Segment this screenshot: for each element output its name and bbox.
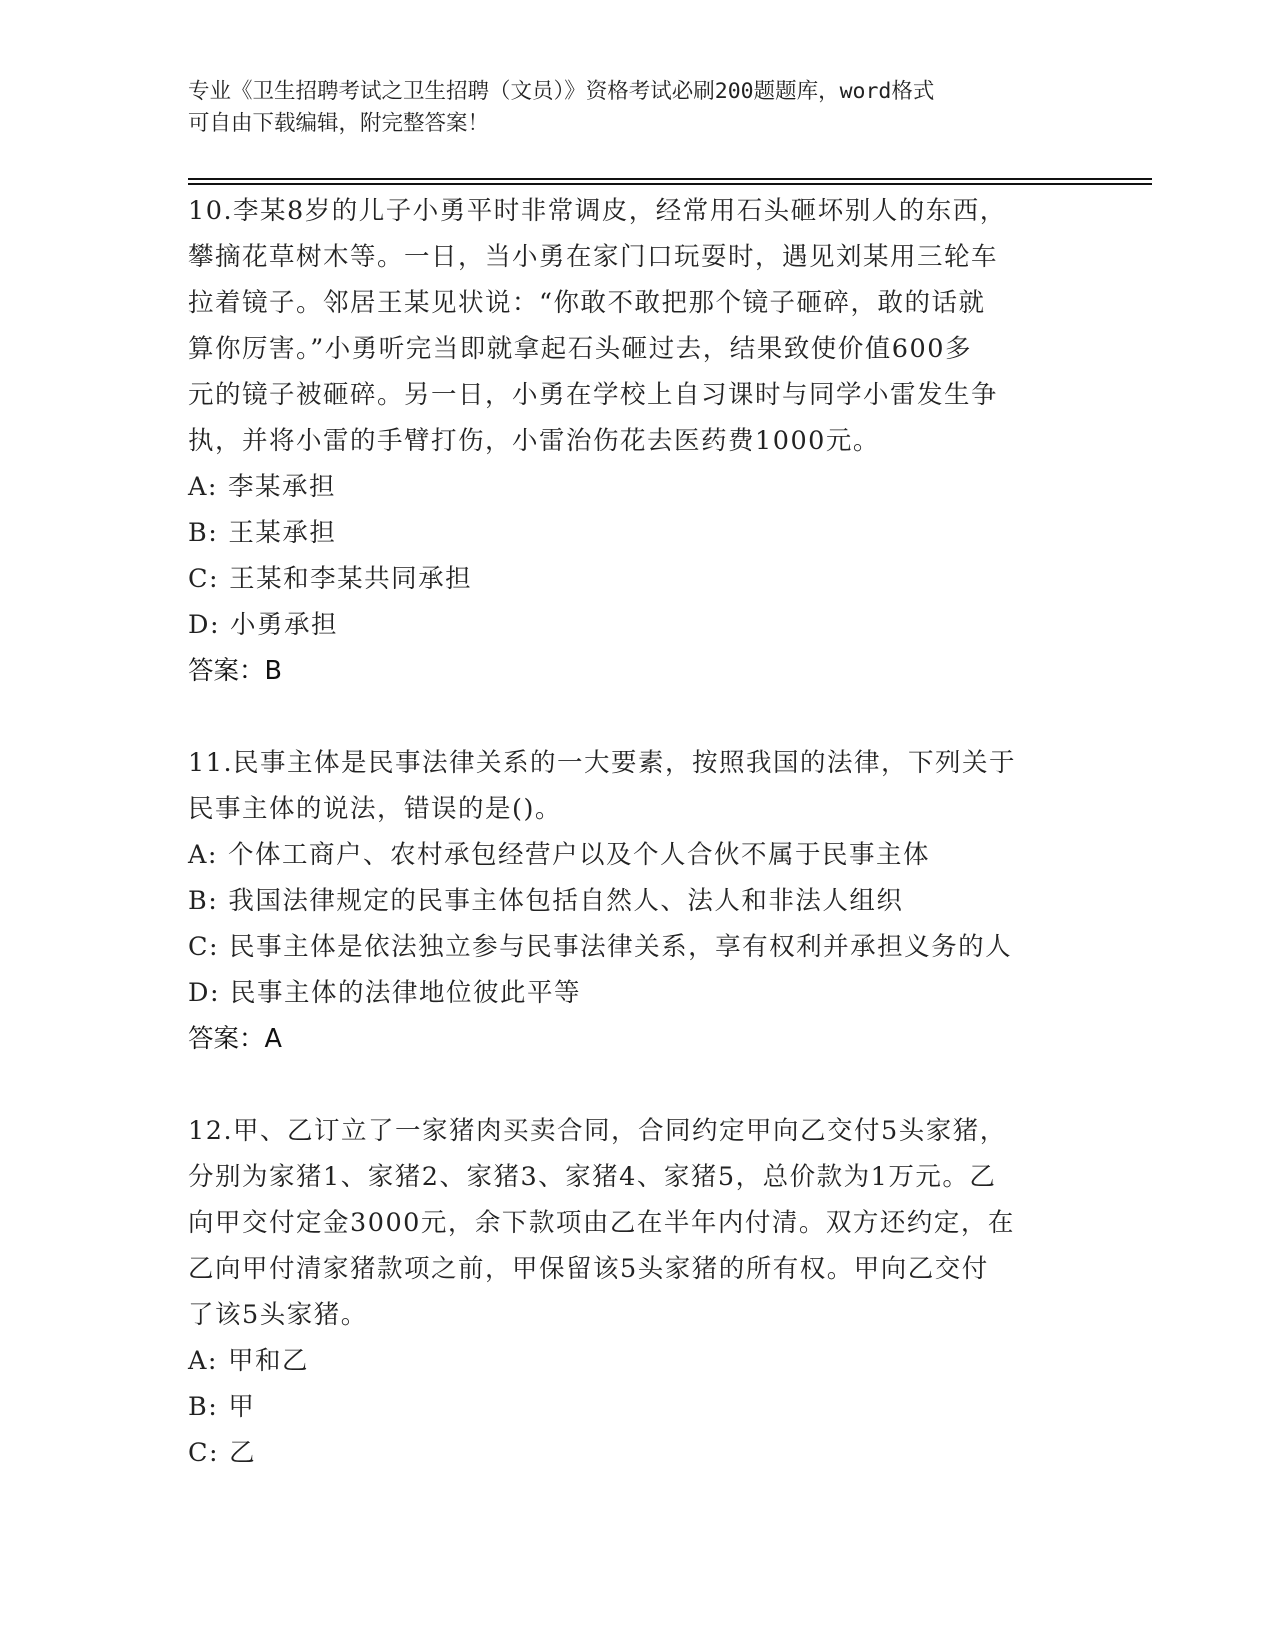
stem-line: 乙向甲付清家猪款项之前，甲保留该5头家猪的所有权。甲向乙交付 bbox=[188, 1254, 989, 1284]
option-key: A: bbox=[188, 472, 219, 502]
question-list bbox=[188, 188, 1088, 1476]
option-key: C: bbox=[188, 1438, 220, 1468]
stem-line: 向甲交付定金3000元，余下款项由乙在半年内付清。双方还约定，在 bbox=[188, 1208, 1015, 1238]
option-text: 李某承担 bbox=[228, 472, 337, 502]
option-key: C: bbox=[188, 564, 220, 594]
option-text: 王某和李某共同承担 bbox=[229, 564, 473, 594]
option-key: B: bbox=[188, 1392, 219, 1422]
option-key: A: bbox=[188, 1346, 219, 1376]
option-key: C: bbox=[188, 932, 220, 962]
option-text: 甲和乙 bbox=[228, 1346, 310, 1376]
question-12 bbox=[188, 1108, 1088, 1476]
option-list bbox=[188, 1338, 1088, 1476]
question-spacer bbox=[188, 1062, 1088, 1108]
option-b bbox=[188, 1384, 1088, 1430]
option-text: 我国法律规定的民事主体包括自然人、法人和非法人组织 bbox=[228, 886, 904, 916]
stem-line: 元的镜子被砸碎。另一日，小勇在学校上自习课时与同学小雷发生争 bbox=[188, 380, 999, 410]
question-10 bbox=[188, 188, 1088, 694]
option-text: 王某承担 bbox=[228, 518, 337, 548]
header-rule-bottom bbox=[188, 183, 1152, 185]
option-b bbox=[188, 510, 1088, 556]
option-d bbox=[188, 970, 1088, 1016]
question-11 bbox=[188, 740, 1088, 1062]
option-text: 乙 bbox=[229, 1438, 257, 1468]
stem-line: 拉着镜子。邻居王某见状说：“你敢不敢把那个镜子砸碎，敢的话就 bbox=[188, 288, 986, 318]
option-text: 民事主体是依法独立参与民事法律关系，享有权利并承担义务的人 bbox=[229, 932, 1013, 962]
option-key: A: bbox=[188, 840, 219, 870]
option-list bbox=[188, 464, 1088, 648]
option-c bbox=[188, 924, 1088, 970]
header-line-1: 专业《卫生招聘考试之卫生招聘（文员）》资格考试必刷200题题库，word格式 bbox=[188, 79, 935, 104]
option-list bbox=[188, 832, 1088, 1016]
answer-line: 答案：A bbox=[188, 1024, 282, 1054]
stem-line: 分别为家猪1、家猪2、家猪3、家猪4、家猪5，总价款为1万元。乙 bbox=[188, 1162, 997, 1192]
header-rule-top bbox=[188, 178, 1152, 180]
option-key: D: bbox=[188, 978, 221, 1008]
question-stem bbox=[188, 188, 1088, 464]
stem-line: 执，并将小雷的手臂打伤，小雷治伤花去医药费1000元。 bbox=[188, 426, 880, 456]
option-a bbox=[188, 1338, 1088, 1384]
stem-line: 民事主体的说法，错误的是()。 bbox=[188, 794, 562, 824]
option-c bbox=[188, 1430, 1088, 1476]
question-stem bbox=[188, 740, 1088, 832]
option-text: 甲 bbox=[228, 1392, 256, 1422]
question-stem bbox=[188, 1108, 1088, 1338]
document-header bbox=[188, 76, 1068, 140]
stem-line: 12.甲、乙订立了一家猪肉买卖合同，合同约定甲向乙交付5头家猪， bbox=[188, 1116, 1007, 1146]
option-text: 个体工商户、农村承包经营户以及个人合伙不属于民事主体 bbox=[228, 840, 931, 870]
option-a bbox=[188, 832, 1088, 878]
stem-line: 10.李某8岁的儿子小勇平时非常调皮，经常用石头砸坏别人的东西， bbox=[188, 196, 1007, 226]
stem-line: 11.民事主体是民事法律关系的一大要素，按照我国的法律，下列关于 bbox=[188, 748, 1017, 778]
option-text: 民事主体的法律地位彼此平等 bbox=[230, 978, 582, 1008]
option-c bbox=[188, 556, 1088, 602]
stem-line: 攀摘花草树木等。一日，当小勇在家门口玩耍时，遇见刘某用三轮车 bbox=[188, 242, 999, 272]
option-b bbox=[188, 878, 1088, 924]
stem-line: 了该5头家猪。 bbox=[188, 1300, 368, 1330]
header-line-2: 可自由下载编辑，附完整答案！ bbox=[188, 111, 490, 136]
option-d bbox=[188, 602, 1088, 648]
option-text: 小勇承担 bbox=[230, 610, 339, 640]
answer-line: 答案：B bbox=[188, 656, 282, 686]
question-spacer bbox=[188, 694, 1088, 740]
option-key: B: bbox=[188, 518, 219, 548]
option-a bbox=[188, 464, 1088, 510]
option-key: D: bbox=[188, 610, 221, 640]
stem-line: 算你厉害。”小勇听完当即就拿起石头砸过去，结果致使价值600多 bbox=[188, 334, 972, 364]
option-key: B: bbox=[188, 886, 219, 916]
